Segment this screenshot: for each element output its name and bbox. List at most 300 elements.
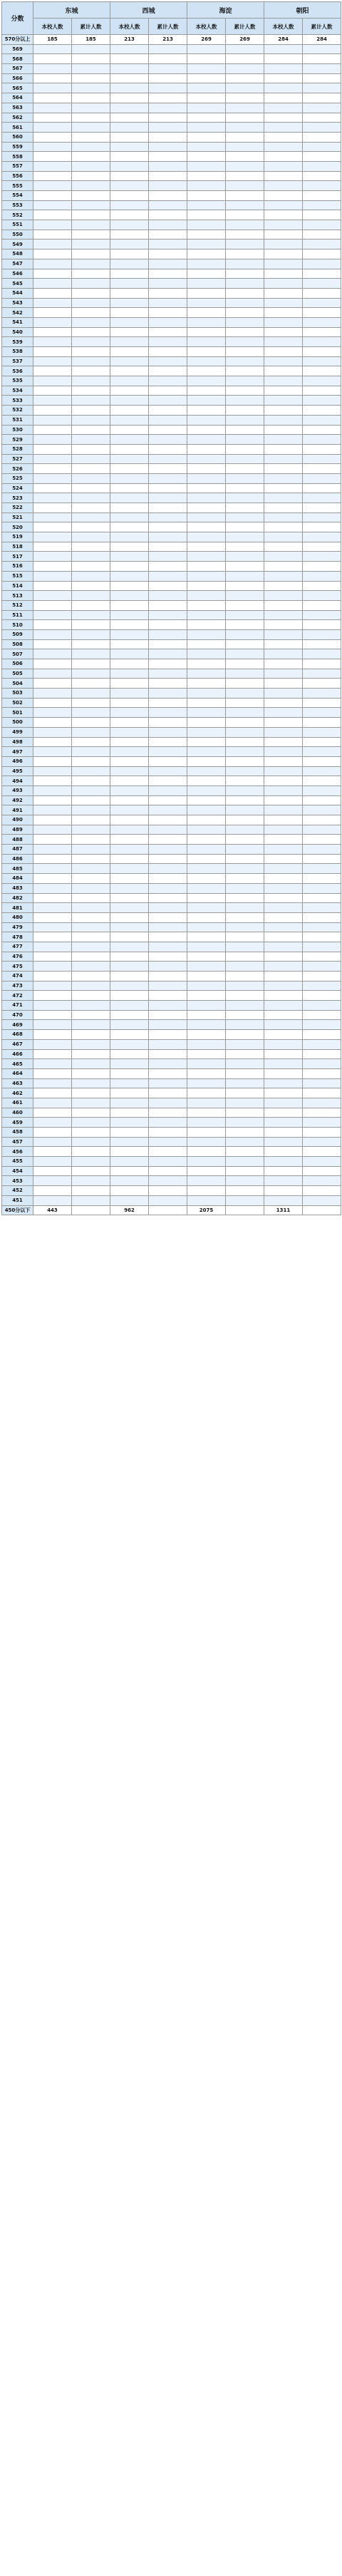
value-cell	[264, 542, 303, 552]
value-cell	[72, 649, 110, 659]
value-cell	[110, 1010, 149, 1020]
value-cell	[303, 464, 341, 474]
value-cell	[264, 230, 303, 239]
table-row	[2, 1098, 341, 1108]
value-cell	[264, 766, 303, 776]
table-row	[2, 44, 341, 54]
value-cell	[264, 327, 303, 337]
score-cell: 557	[2, 161, 33, 171]
value-cell	[264, 776, 303, 786]
score-cell: 559	[2, 142, 33, 152]
value-cell	[149, 1030, 187, 1040]
value-cell	[264, 259, 303, 269]
value-cell	[303, 1039, 341, 1049]
value-cell	[33, 981, 72, 991]
value-cell	[187, 1030, 226, 1040]
value-cell	[72, 1088, 110, 1098]
value-cell	[33, 464, 72, 474]
value-cell	[187, 756, 226, 766]
value-cell	[149, 347, 187, 357]
value-cell	[303, 73, 341, 83]
value-cell	[149, 337, 187, 347]
value-cell	[33, 152, 72, 162]
value-cell	[187, 1186, 226, 1196]
value-cell	[33, 991, 72, 1001]
score-cell: 534	[2, 386, 33, 396]
table-row	[2, 308, 341, 318]
value-cell	[72, 132, 110, 142]
score-cell: 507	[2, 649, 33, 659]
value-cell	[303, 396, 341, 406]
value-cell	[187, 454, 226, 464]
score-cell: 509	[2, 629, 33, 639]
score-cell: 491	[2, 805, 33, 815]
value-cell	[187, 737, 226, 747]
table-row	[2, 1108, 341, 1118]
value-cell	[33, 591, 72, 601]
value-cell	[110, 1128, 149, 1138]
table-row	[2, 785, 341, 795]
value-cell	[187, 591, 226, 601]
value-cell	[149, 142, 187, 152]
value-cell	[149, 356, 187, 366]
value-cell	[303, 44, 341, 54]
value-cell	[303, 1157, 341, 1167]
table-row	[2, 1088, 341, 1098]
value-cell	[303, 93, 341, 103]
value-cell	[187, 1059, 226, 1069]
table-row	[2, 210, 341, 220]
value-cell	[187, 142, 226, 152]
value-cell	[149, 698, 187, 708]
score-cell: 546	[2, 269, 33, 279]
value-cell	[33, 571, 72, 581]
score-distribution-table-container	[1, 1, 341, 1215]
table-row	[2, 230, 341, 239]
value-cell	[226, 552, 264, 562]
score-cell: 454	[2, 1166, 33, 1176]
value-cell	[226, 1088, 264, 1098]
score-cell: 500	[2, 718, 33, 728]
value-cell	[187, 679, 226, 689]
value-cell	[110, 1020, 149, 1030]
value-cell	[72, 327, 110, 337]
value-cell	[264, 1108, 303, 1118]
value-cell	[72, 591, 110, 601]
value-cell	[72, 113, 110, 123]
value-cell	[187, 356, 226, 366]
value-cell	[187, 210, 226, 220]
value-cell	[33, 815, 72, 825]
value-cell	[33, 698, 72, 708]
score-cell: 460	[2, 1108, 33, 1118]
value-cell	[33, 435, 72, 445]
value-cell	[187, 1176, 226, 1186]
value-cell	[303, 123, 341, 133]
table-row	[2, 591, 341, 601]
value-cell	[149, 1195, 187, 1205]
value-cell	[149, 406, 187, 416]
value-cell	[33, 1020, 72, 1030]
table-row	[2, 191, 341, 201]
value-cell	[33, 171, 72, 181]
value-cell	[187, 962, 226, 972]
score-cell: 521	[2, 512, 33, 522]
value-cell	[72, 210, 110, 220]
value-cell	[33, 1068, 72, 1078]
value-cell	[72, 1128, 110, 1138]
value-cell: 269	[226, 35, 264, 45]
value-cell	[264, 132, 303, 142]
value-cell	[226, 123, 264, 133]
value-cell	[72, 698, 110, 708]
value-cell	[72, 181, 110, 191]
score-cell: 563	[2, 103, 33, 113]
value-cell: 2075	[187, 1205, 226, 1215]
value-cell	[149, 708, 187, 718]
score-cell: 524	[2, 483, 33, 493]
district-header: 朝阳	[264, 2, 341, 19]
value-cell	[110, 337, 149, 347]
value-cell	[149, 727, 187, 737]
value-cell	[33, 103, 72, 113]
value-cell	[149, 600, 187, 610]
value-cell	[72, 259, 110, 269]
score-cell: 538	[2, 347, 33, 357]
value-cell	[303, 161, 341, 171]
value-cell	[187, 1088, 226, 1098]
value-cell	[264, 698, 303, 708]
value-cell	[149, 552, 187, 562]
value-cell	[187, 473, 226, 483]
value-cell	[33, 1176, 72, 1186]
table-row	[2, 1195, 341, 1205]
score-cell: 518	[2, 542, 33, 552]
value-cell	[33, 123, 72, 133]
value-cell	[264, 249, 303, 259]
table-row	[2, 288, 341, 298]
value-cell	[33, 708, 72, 718]
value-cell	[187, 503, 226, 513]
value-cell	[72, 952, 110, 962]
value-cell	[187, 639, 226, 649]
value-cell	[149, 1176, 187, 1186]
value-cell	[110, 249, 149, 259]
value-cell	[226, 1118, 264, 1128]
table-row	[2, 815, 341, 825]
value-cell	[149, 308, 187, 318]
value-cell	[264, 737, 303, 747]
value-cell	[226, 903, 264, 913]
score-cell: 505	[2, 669, 33, 679]
value-cell	[264, 932, 303, 942]
value-cell	[264, 44, 303, 54]
value-cell	[264, 210, 303, 220]
score-cell: 526	[2, 464, 33, 474]
value-cell	[264, 981, 303, 991]
value-cell	[110, 347, 149, 357]
value-cell	[187, 581, 226, 591]
value-cell	[72, 942, 110, 952]
value-cell	[226, 1020, 264, 1030]
value-cell	[110, 766, 149, 776]
value-cell	[149, 493, 187, 503]
value-cell	[149, 718, 187, 728]
table-row	[2, 942, 341, 952]
value-cell	[187, 376, 226, 386]
value-cell	[72, 1078, 110, 1088]
value-cell	[149, 396, 187, 406]
value-cell	[303, 366, 341, 376]
value-cell	[110, 435, 149, 445]
value-cell	[264, 93, 303, 103]
value-cell	[187, 171, 226, 181]
score-cell: 479	[2, 922, 33, 932]
score-cell: 458	[2, 1128, 33, 1138]
table-row	[2, 1118, 341, 1128]
value-cell	[303, 845, 341, 855]
value-cell	[226, 435, 264, 445]
value-cell	[226, 269, 264, 279]
value-cell	[33, 83, 72, 93]
value-cell	[149, 288, 187, 298]
value-cell	[33, 1118, 72, 1128]
table-row	[2, 962, 341, 972]
value-cell	[303, 708, 341, 718]
value-cell	[110, 727, 149, 737]
value-cell	[226, 659, 264, 669]
table-row	[2, 64, 341, 74]
value-cell	[72, 737, 110, 747]
value-cell	[110, 239, 149, 249]
value-cell	[110, 600, 149, 610]
value-cell	[149, 756, 187, 766]
value-cell	[187, 952, 226, 962]
value-cell	[303, 981, 341, 991]
value-cell: 185	[72, 35, 110, 45]
score-cell: 483	[2, 883, 33, 893]
table-row	[2, 220, 341, 230]
value-cell	[264, 279, 303, 289]
score-cell: 558	[2, 152, 33, 162]
value-cell	[303, 942, 341, 952]
value-cell	[264, 679, 303, 689]
value-cell	[303, 1068, 341, 1078]
value-cell	[149, 512, 187, 522]
value-cell	[226, 795, 264, 805]
score-cell: 459	[2, 1118, 33, 1128]
value-cell	[33, 785, 72, 795]
value-cell	[303, 132, 341, 142]
value-cell	[33, 903, 72, 913]
value-cell	[72, 629, 110, 639]
value-cell	[303, 200, 341, 210]
value-cell	[72, 718, 110, 728]
value-cell	[187, 1195, 226, 1205]
value-cell	[226, 571, 264, 581]
value-cell	[149, 1118, 187, 1128]
value-cell	[187, 912, 226, 922]
value-cell	[264, 152, 303, 162]
score-cell: 511	[2, 610, 33, 620]
value-cell	[264, 962, 303, 972]
value-cell	[226, 132, 264, 142]
value-cell	[110, 522, 149, 532]
value-cell	[33, 54, 72, 64]
value-cell	[72, 152, 110, 162]
value-cell	[264, 1176, 303, 1186]
score-cell: 553	[2, 200, 33, 210]
value-cell	[187, 1098, 226, 1108]
value-cell	[149, 522, 187, 532]
value-cell	[187, 991, 226, 1001]
value-cell	[187, 191, 226, 201]
score-cell: 549	[2, 239, 33, 249]
value-cell	[226, 1128, 264, 1138]
header-row-subcolumns	[2, 19, 341, 35]
table-row	[2, 698, 341, 708]
value-cell	[110, 181, 149, 191]
value-cell	[226, 230, 264, 239]
value-cell	[264, 854, 303, 864]
value-cell	[264, 1157, 303, 1167]
value-cell	[110, 473, 149, 483]
value-cell	[187, 854, 226, 864]
value-cell	[303, 288, 341, 298]
value-cell	[33, 249, 72, 259]
score-cell: 533	[2, 396, 33, 406]
value-cell	[33, 747, 72, 757]
table-row-top	[2, 35, 341, 45]
table-row	[2, 669, 341, 679]
value-cell	[72, 864, 110, 874]
score-cell: 547	[2, 259, 33, 269]
value-cell	[149, 366, 187, 376]
table-row	[2, 376, 341, 386]
value-cell	[187, 123, 226, 133]
value-cell	[303, 435, 341, 445]
value-cell	[110, 142, 149, 152]
value-cell	[72, 669, 110, 679]
value-cell	[303, 1205, 341, 1215]
value-cell	[226, 259, 264, 269]
value-cell	[72, 932, 110, 942]
value-cell	[110, 64, 149, 74]
value-cell	[72, 893, 110, 903]
value-cell	[303, 883, 341, 893]
table-row	[2, 473, 341, 483]
score-cell: 548	[2, 249, 33, 259]
value-cell	[187, 415, 226, 425]
value-cell	[110, 512, 149, 522]
value-cell	[303, 581, 341, 591]
value-cell	[303, 912, 341, 922]
value-cell	[303, 473, 341, 483]
value-cell	[226, 532, 264, 542]
value-cell	[72, 298, 110, 308]
value-cell	[149, 454, 187, 464]
table-row	[2, 73, 341, 83]
table-row	[2, 1078, 341, 1088]
value-cell	[264, 659, 303, 669]
value-cell	[226, 854, 264, 864]
value-cell	[264, 103, 303, 113]
value-cell	[303, 1049, 341, 1059]
value-cell	[264, 912, 303, 922]
value-cell	[110, 1039, 149, 1049]
value-cell	[264, 1078, 303, 1088]
value-cell	[72, 562, 110, 572]
value-cell	[303, 825, 341, 835]
score-cell: 543	[2, 298, 33, 308]
value-cell	[110, 649, 149, 659]
value-cell: 1311	[264, 1205, 303, 1215]
value-cell	[72, 581, 110, 591]
table-row	[2, 991, 341, 1001]
value-cell	[33, 1137, 72, 1147]
score-cell: 539	[2, 337, 33, 347]
value-cell	[110, 171, 149, 181]
score-cell: 450分以下	[2, 1205, 33, 1215]
value-cell	[226, 396, 264, 406]
value-cell	[187, 93, 226, 103]
value-cell	[33, 298, 72, 308]
value-cell	[264, 532, 303, 542]
value-cell	[264, 1195, 303, 1205]
value-cell	[72, 912, 110, 922]
score-cell: 525	[2, 473, 33, 483]
score-cell: 502	[2, 698, 33, 708]
value-cell	[72, 142, 110, 152]
value-cell	[110, 396, 149, 406]
table-row	[2, 103, 341, 113]
value-cell	[149, 327, 187, 337]
value-cell	[72, 366, 110, 376]
value-cell	[72, 503, 110, 513]
value-cell	[33, 1098, 72, 1108]
value-cell	[33, 883, 72, 893]
table-row	[2, 571, 341, 581]
sub-header-school-count: 本校人数	[33, 19, 72, 35]
value-cell	[264, 835, 303, 845]
score-cell: 510	[2, 620, 33, 630]
value-cell	[72, 512, 110, 522]
score-cell: 465	[2, 1059, 33, 1069]
value-cell	[149, 386, 187, 396]
value-cell	[264, 883, 303, 893]
value-cell	[187, 386, 226, 396]
value-cell	[149, 893, 187, 903]
value-cell	[149, 473, 187, 483]
score-cell: 550	[2, 230, 33, 239]
value-cell	[110, 1195, 149, 1205]
table-row	[2, 337, 341, 347]
value-cell	[110, 718, 149, 728]
table-row	[2, 1176, 341, 1186]
table-row	[2, 845, 341, 855]
value-cell	[303, 972, 341, 982]
value-cell	[33, 532, 72, 542]
value-cell	[33, 942, 72, 952]
table-row	[2, 161, 341, 171]
value-cell	[149, 1128, 187, 1138]
value-cell	[226, 415, 264, 425]
score-cell: 527	[2, 454, 33, 464]
value-cell	[187, 972, 226, 982]
value-cell	[149, 620, 187, 630]
value-cell	[110, 981, 149, 991]
score-cell: 503	[2, 689, 33, 699]
